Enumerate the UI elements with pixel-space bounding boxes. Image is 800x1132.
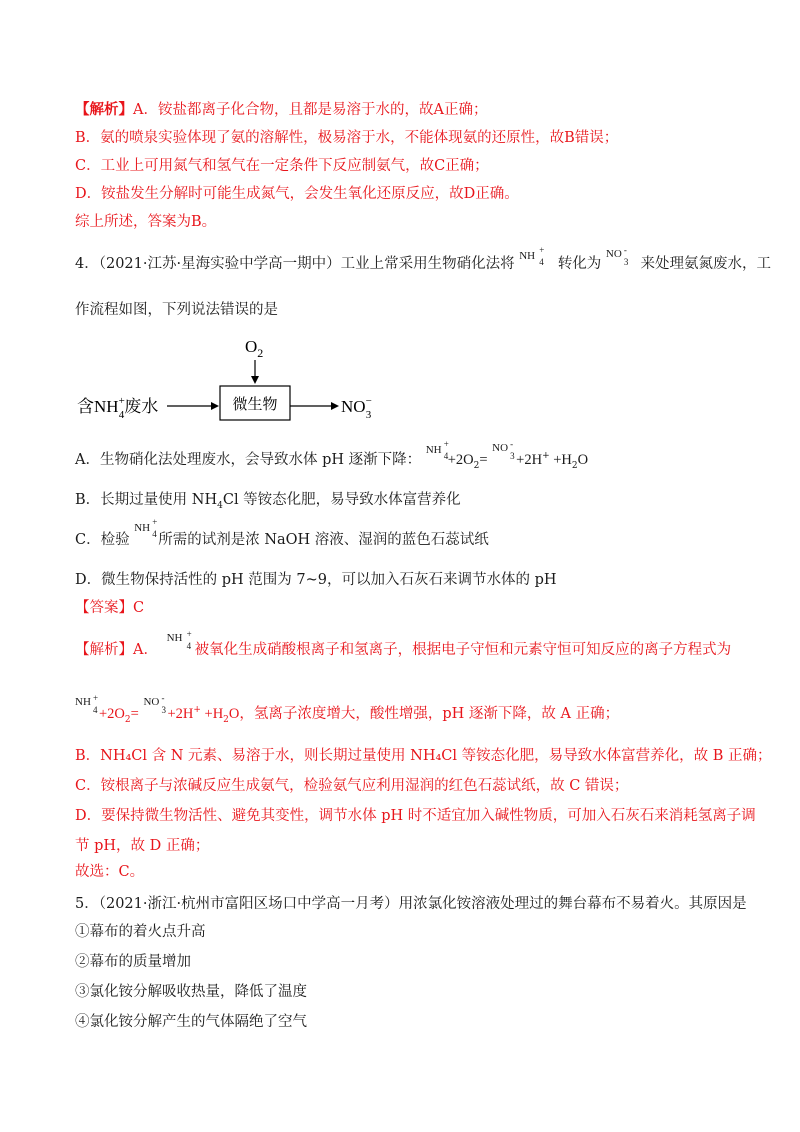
q4-stem-line2: 作流程如图，下列说法错误的是	[75, 302, 278, 318]
ion-no3: NO - 3	[605, 245, 629, 267]
q4-analysis-equation: NH + 4 $+2O_2=$ NO - 3 $+2H^+ +H_2O$，氢离子浓度增大，酸性增强，pH 逐渐下降，故 A 正确；	[75, 693, 620, 725]
q4-choice: 故选：C。	[75, 864, 145, 880]
flow-diagram-svg	[75, 330, 395, 430]
q4-stem-part3: 来处理氨氮废水，工	[640, 256, 772, 272]
q4-analysis-d-line2: 节 pH，故 D 正确；	[75, 838, 210, 854]
analysis-a-text: A．铵盐都离子化合物，且都是易溶于水的，故A正确；	[133, 102, 488, 118]
q5-option-2: ②幕布的质量增加	[75, 954, 191, 970]
input-label: 含NH+ 4废水	[77, 395, 159, 421]
flow-diagram	[75, 330, 395, 430]
ion-nh4-analysis-eq: NH + 4	[75, 693, 99, 715]
q5-option-1: ①幕布的着火点升高	[75, 924, 206, 940]
analysis-tag: 【解析】	[75, 101, 133, 118]
ion-no3-eq: NO - 3	[492, 439, 515, 461]
ion-nh4-eq: NH + 4	[425, 439, 449, 461]
ion-no3-analysis-eq: NO - 3	[143, 693, 166, 715]
q4-stem-part2: 转化为	[557, 256, 602, 272]
q5-option-3: ③氯化铵分解吸收热量，降低了温度	[75, 984, 307, 1000]
q4-stem-part1: 4．（2021·江苏·星海实验中学高一期中）工业上常采用生物硝化法将	[75, 256, 515, 272]
q4-analysis-a: 【解析】A． NH + 4 被氧化生成硝酸根离子和氢离子，根据电子守恒和元素守恒可知反应的离子方程式为	[75, 629, 732, 658]
q4-option-c: C．检验 NH + 4 所需的试剂是浓 NaOH 溶液、湿润的蓝色石蕊试纸	[75, 517, 489, 548]
prev-analysis-d: D．铵盐发生分解时可能生成氮气，会发生氧化还原反应，故D正确。	[75, 186, 519, 202]
q4-analysis-c: C．铵根离子与浓碱反应生成氨气，检验氨气应利用湿润的红色石蕊试纸，故 C 错误；	[75, 778, 629, 794]
input-arrowhead	[211, 402, 219, 410]
ion-nh4-analysis: NH + 4	[166, 629, 192, 651]
output-arrowhead	[331, 402, 339, 410]
q5-stem: 5．（2021·浙江·杭州市富阳区场口中学高一月考）用浓氯化铵溶液处理过的舞台幕布不易着火。其原因是	[75, 896, 747, 912]
prev-analysis-summary: 综上所述，答案为B。	[75, 214, 217, 230]
q4-analysis-b: B．NH₄Cl 含 N 元素、易溶于水，则长期过量使用 NH₄Cl 等铵态化肥，易导致水体富营养化，故 B 正确；	[75, 748, 772, 764]
q4-option-a: A．生物硝化法处理废水，会导致水体 pH 逐渐下降： NH + 4 $+2O_2=$ NO - 3 $+2H^+ +H_2O$	[75, 439, 589, 471]
q4-answer: 【答案】C	[75, 600, 145, 616]
option-a-text: A．生物硝化法处理废水，会导致水体 pH 逐渐下降：	[75, 452, 422, 468]
ion-nh4: NH + 4	[519, 245, 545, 267]
prev-analysis-b: B．氨的喷泉实验体现了氨的溶解性，极易溶于水，不能体现氨的还原性，故B错误；	[75, 130, 619, 146]
prev-analysis-c: C．工业上可用氮气和氢气在一定条件下反应制氨气，故C正确；	[75, 158, 489, 174]
microbe-label: 微生物	[232, 395, 278, 413]
ion-nh4-c: NH + 4	[134, 517, 158, 539]
q4-analysis-d-line1: D．要保持微生物活性、避免其变性，调节水体 pH 时不适宜加入碱性物质，可加入石灰石来消耗氢离子调	[75, 808, 756, 824]
q4-option-d: D．微生物保持活性的 pH 范围为 7~9，可以加入石灰石来调节水体的 pH	[75, 572, 557, 588]
q4-stem-line1	[75, 245, 772, 274]
o2-arrowhead	[251, 376, 259, 384]
prev-analysis-a	[75, 100, 487, 120]
q4-option-b: B．长期过量使用 $NH_4Cl$ 等铵态化肥，易导致水体富营养化	[75, 492, 461, 511]
o2-label: $O_2$	[245, 337, 264, 360]
output-label: NO− 3	[341, 395, 372, 421]
q5-option-4: ④氯化铵分解产生的气体隔绝了空气	[75, 1014, 307, 1030]
